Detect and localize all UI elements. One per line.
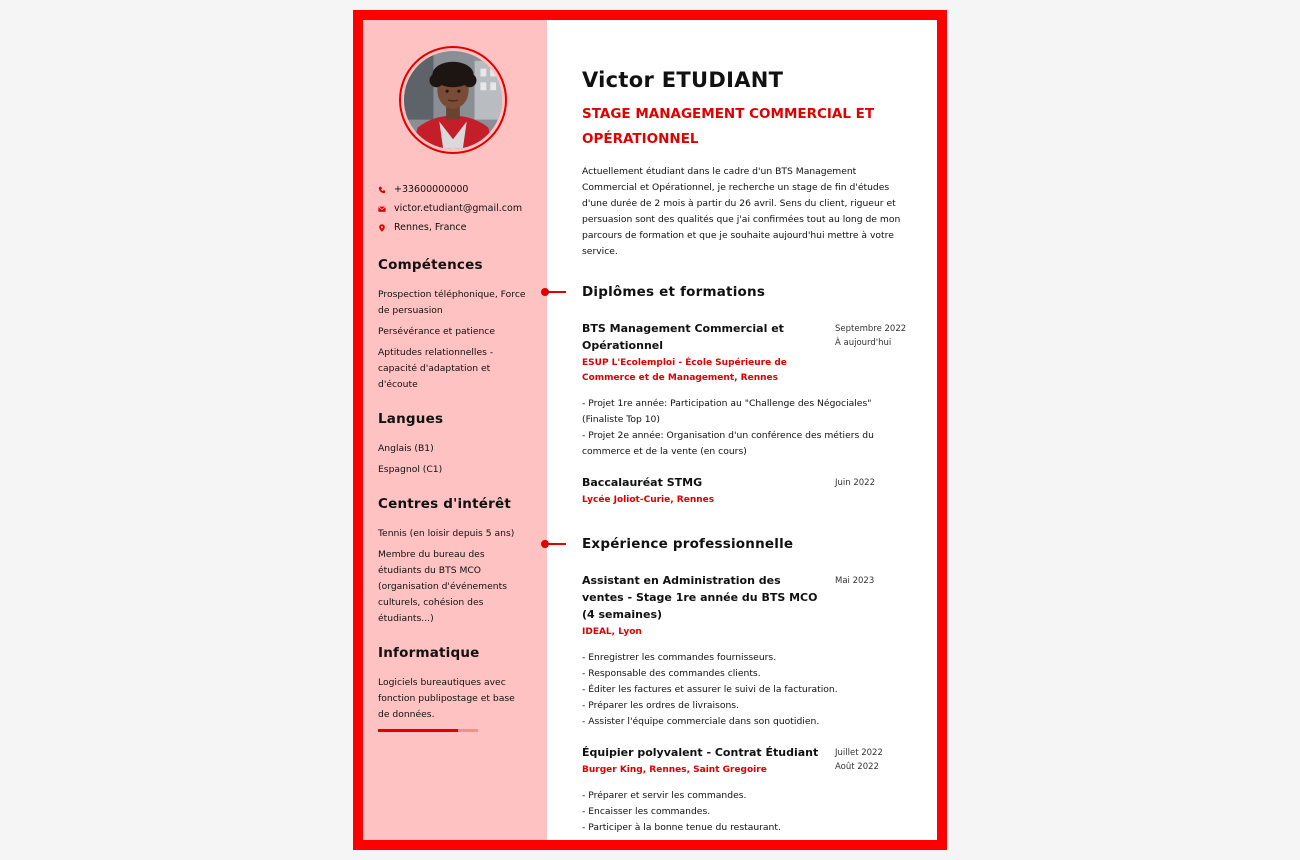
list-item: Persévérance et patience <box>378 326 495 337</box>
detail-line: - Participer à la bonne tenue du restaurant. <box>582 822 781 833</box>
skill-bar-fill <box>378 729 458 732</box>
entry-date <box>835 322 907 350</box>
diplomes-section <box>582 284 907 508</box>
entry-title: Assistant en Administration des ventes - Stage 1re année du BTS MCO (4 semaines) <box>582 574 818 621</box>
interets-list <box>378 526 547 627</box>
interets-heading: Centres d'intérêt <box>378 496 511 512</box>
date-end: À aujourd'hui <box>835 338 892 348</box>
date-start: Juin 2022 <box>835 478 875 488</box>
section-marker <box>544 291 566 293</box>
sidebar <box>363 20 547 840</box>
location-text: Rennes, France <box>394 222 467 233</box>
detail-line: - Projet 2e année: Organisation d'un conférence des métiers du commerce et de la vente (en cours) <box>582 430 874 457</box>
entry-details <box>582 396 882 460</box>
diplomes-heading: Diplômes et formations <box>582 284 766 300</box>
list-item: Espagnol (C1) <box>378 464 443 475</box>
phone-link[interactable]: +33600000000 <box>394 184 469 195</box>
entry-details <box>582 650 882 730</box>
detail-line: - Enregistrer les commandes fournisseurs. <box>582 652 777 663</box>
marker-dot <box>541 288 549 296</box>
list-item: Tennis (en loisir depuis 5 ans) <box>378 528 515 539</box>
phone-icon <box>378 186 394 194</box>
contact-email <box>378 199 547 218</box>
entry-date <box>835 746 907 774</box>
list-item: Prospection téléphonique, Force de persuasion <box>378 289 526 316</box>
mail-icon <box>378 205 394 213</box>
detail-line: - Éditer les factures et assurer le suivi de la facturation. <box>582 684 838 695</box>
entry-org: Burger King, Rennes, Saint Gregoire <box>582 765 767 775</box>
date-start: Juillet 2022 <box>835 748 883 758</box>
detail-line: - Assister l'équipe commerciale dans son quotidien. <box>582 716 820 727</box>
skill-bar <box>378 729 478 732</box>
detail-line: - Préparer et servir les commandes. <box>582 790 747 801</box>
education-entry <box>582 320 907 460</box>
entry-details <box>582 788 882 836</box>
education-entry <box>582 474 907 508</box>
location-pin-icon <box>378 224 394 232</box>
marker-dot <box>541 540 549 548</box>
list-item: Anglais (B1) <box>378 443 434 454</box>
contact-location <box>378 218 547 237</box>
intro-paragraph: Actuellement étudiant dans le cadre d'un BTS Management Commercial et Opérationnel, je recherche un stage de fin d'études d'une durée de 2 mois à partir du 26 avril. Sens du client, rigueur et persuasion sont des qualités que j'ai confirmées tout au long de mon parcours de formation et que je souhaite aujourd'hui mettre à votre service. <box>582 166 901 257</box>
avatar <box>404 51 502 149</box>
langues-heading: Langues <box>378 411 444 427</box>
entry-org: ESUP L'Ecolemploi - École Supérieure de Commerce et de Management, Rennes <box>582 358 787 383</box>
experience-entry <box>582 744 907 836</box>
list-item: Membre du bureau des étudiants du BTS MCO (organisation d'événements culturels, cohésion des étudiants...) <box>378 549 507 624</box>
experience-heading: Expérience professionnelle <box>582 536 794 552</box>
detail-line: - Projet 1re année: Participation au "Challenge des Négociales" (Finaliste Top 10) <box>582 398 872 425</box>
entry-org: IDEAL, Lyon <box>582 627 642 637</box>
list-item: Logiciels bureautiques avec fonction publipostage et base de données. <box>378 677 515 720</box>
entry-title: Baccalauréat STMG <box>582 476 703 489</box>
experience-section <box>582 536 907 836</box>
contact-list <box>378 180 547 237</box>
candidate-name: Victor ETUDIANT <box>582 68 784 92</box>
langues-list <box>378 441 547 478</box>
date-end: Août 2022 <box>835 762 879 772</box>
list-item: Aptitudes relationnelles - capacité d'adaptation et d'écoute <box>378 347 494 390</box>
avatar-frame <box>399 46 507 154</box>
resume-inner <box>363 20 937 840</box>
competences-list <box>378 287 547 393</box>
competences-heading: Compétences <box>378 257 483 273</box>
resume-page <box>353 10 947 850</box>
email-link[interactable]: victor.etudiant@gmail.com <box>394 203 523 214</box>
detail-line: - Responsable des commandes clients. <box>582 668 761 679</box>
entry-date <box>835 476 907 490</box>
job-title-line: STAGE MANAGEMENT COMMERCIAL ET <box>582 106 875 122</box>
experience-entry <box>582 572 907 730</box>
entry-org: Lycée Joliot-Curie, Rennes <box>582 495 715 505</box>
entry-title: Équipier polyvalent - Contrat Étudiant <box>582 746 819 759</box>
contact-phone <box>378 180 547 199</box>
main-content <box>547 20 937 840</box>
detail-line: - Préparer les ordres de livraisons. <box>582 700 739 711</box>
detail-line: - Encaisser les commandes. <box>582 806 711 817</box>
entry-title: BTS Management Commercial et Opérationnel <box>582 322 784 352</box>
section-marker <box>544 543 566 545</box>
date-start: Septembre 2022 <box>835 324 907 334</box>
job-title <box>582 102 907 152</box>
date-start: Mai 2023 <box>835 576 875 586</box>
entry-date <box>835 574 907 588</box>
informatique-list <box>378 675 547 723</box>
job-title-line: OPÉRATIONNEL <box>582 131 699 147</box>
informatique-heading: Informatique <box>378 645 480 661</box>
